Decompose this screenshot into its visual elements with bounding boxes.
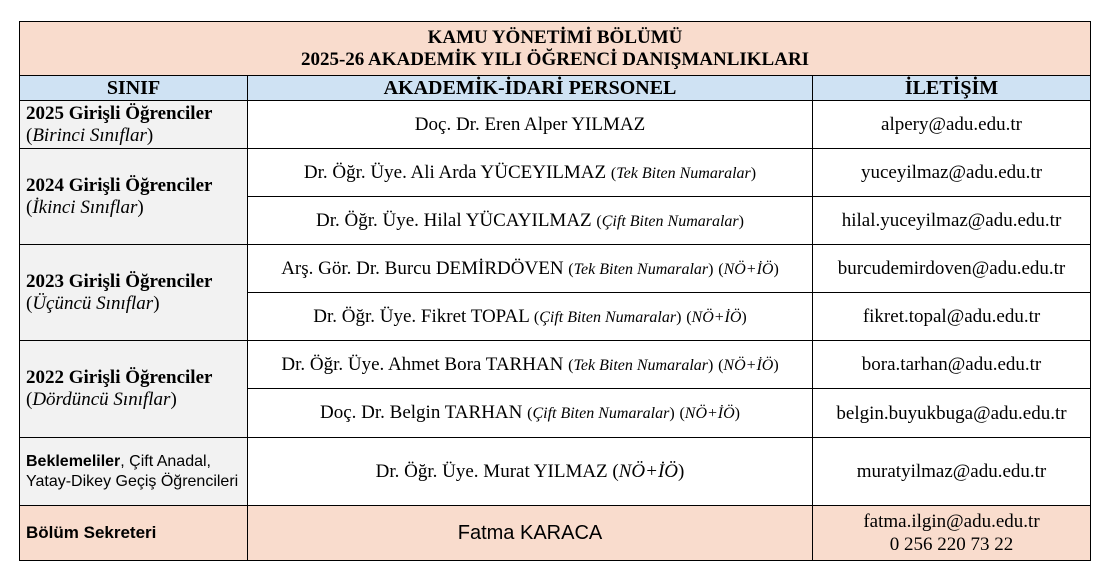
advisor-note: Tek Biten Numaralar: [573, 356, 709, 374]
title-line-1: KAMU YÖNETİMİ BÖLÜMÜ: [427, 26, 683, 48]
secretary-label: Bölüm Sekreteri: [20, 506, 248, 561]
advisor-name: Doç. Dr. Belgin TARHAN: [320, 402, 523, 423]
advisor-note: Çift Biten Numaralar: [601, 212, 739, 230]
column-header-row: [20, 76, 1091, 101]
advisor-email[interactable]: burcudemirdoven@adu.edu.tr: [813, 245, 1091, 293]
advisor-note: Tek Biten Numaralar: [616, 164, 751, 182]
class-cell-2024: 2024 Girişli Öğrenciler (İkinci Sınıflar): [20, 149, 248, 245]
advisor-email[interactable]: hilal.yuceyilmaz@adu.edu.tr: [813, 197, 1091, 245]
secretary-phone[interactable]: 0 256 220 73 22: [889, 534, 1014, 555]
table-row: [20, 245, 1091, 293]
advisor-email[interactable]: alpery@adu.edu.tr: [813, 101, 1091, 149]
class-title: 2022 Girişli Öğrenciler: [26, 367, 213, 388]
advisor-name: Dr. Öğr. Üye. Ali Arda YÜCEYILMAZ: [303, 161, 607, 183]
class-cell-2025: 2025 Girişli Öğrenciler (Birinci Sınıflar): [20, 101, 248, 149]
title-line-2: 2025-26 AKADEMİK YILI ÖĞRENCİ DANIŞMANLIKLARI: [300, 48, 810, 70]
table-row: [20, 101, 1091, 149]
column-header-contact: İLETİŞİM: [813, 76, 1091, 101]
class-cell-2023: 2023 Girişli Öğrenciler (Üçüncü Sınıflar): [20, 245, 248, 341]
table-row: [20, 438, 1091, 506]
advisor-cell: Dr. Öğr. Üye. Murat YILMAZ (NÖ+İÖ): [248, 438, 813, 506]
advisor-email[interactable]: muratyilmaz@adu.edu.tr: [813, 438, 1091, 506]
secretary-row: [20, 506, 1091, 561]
class-title: 2025 Girişli Öğrenciler: [26, 102, 213, 124]
advisor-cell: Dr. Öğr. Üye. Fikret TOPAL (Çift Biten Numaralar) (NÖ+İÖ): [248, 293, 813, 341]
advisor-email[interactable]: bora.tarhan@adu.edu.tr: [813, 341, 1091, 389]
advisor-name: Dr. Öğr. Üye. Murat YILMAZ: [375, 460, 608, 482]
advisor-name: Arş. Gör. Dr. Burcu DEMİRDÖVEN: [281, 257, 564, 279]
table-row: [20, 149, 1091, 197]
advisor-cell: Arş. Gör. Dr. Burcu DEMİRDÖVEN (Tek Biten Numaralar) (NÖ+İÖ): [248, 245, 813, 293]
advisor-extra: NÖ+İÖ: [684, 405, 735, 422]
class-title: 2023 Girişli Öğrenciler: [26, 270, 213, 292]
table-title: [20, 22, 1091, 76]
class-subtitle: Dördüncü Sınıflar: [32, 389, 171, 410]
advisor-name: Dr. Öğr. Üye. Ahmet Bora TARHAN: [281, 353, 564, 375]
advisor-email[interactable]: fikret.topal@adu.edu.tr: [813, 293, 1091, 341]
class-cell-waiting: [20, 438, 248, 506]
class-subtitle: Birinci Sınıflar: [32, 124, 147, 146]
advisor-cell: Dr. Öğr. Üye. Hilal YÜCAYILMAZ (Çift Biten Numaralar): [248, 197, 813, 245]
advisor-email[interactable]: belgin.buyukbuga@adu.edu.tr: [813, 389, 1091, 438]
advisor-note: Çift Biten Numaralar: [539, 308, 677, 326]
secretary-email[interactable]: fatma.ilgin@adu.edu.tr: [863, 511, 1040, 532]
column-header-staff: AKADEMİK-İDARİ PERSONEL: [248, 76, 813, 101]
secretary-name: Fatma KARACA: [248, 506, 813, 561]
advisor-email[interactable]: yuceyilmaz@adu.edu.tr: [813, 149, 1091, 197]
advisor-note: Tek Biten Numaralar: [573, 260, 709, 278]
class-subtitle: , Çift Anadal, Yatay-Dikey Geçiş Öğrencileri: [26, 452, 239, 490]
advisor-cell: Doç. Dr. Belgin TARHAN (Çift Biten Numaralar) (NÖ+İÖ): [248, 389, 813, 438]
advisor-name: Dr. Öğr. Üye. Hilal YÜCAYILMAZ: [316, 209, 592, 231]
class-subtitle: İkinci Sınıflar: [32, 196, 138, 218]
advisor-cell: [248, 101, 813, 149]
advisor-cell: Dr. Öğr. Üye. Ali Arda YÜCEYILMAZ (Tek Biten Numaralar): [248, 149, 813, 197]
advising-table: [19, 21, 1091, 561]
advisor-extra: NÖ+İÖ: [723, 260, 774, 278]
class-title: 2024 Girişli Öğrenciler: [26, 174, 213, 196]
advisor-cell: Dr. Öğr. Üye. Ahmet Bora TARHAN (Tek Biten Numaralar) (NÖ+İÖ): [248, 341, 813, 389]
advisor-extra: NÖ+İÖ: [691, 308, 742, 326]
advisor-extra: NÖ+İÖ: [618, 460, 679, 482]
class-subtitle: Üçüncü Sınıflar: [32, 292, 154, 314]
advisor-name: Doç. Dr. Eren Alper YILMAZ: [414, 113, 646, 135]
advisor-name: Dr. Öğr. Üye. Fikret TOPAL: [313, 305, 530, 327]
secretary-contact: [813, 506, 1091, 561]
class-cell-2022: 2022 Girişli Öğrenciler (Dördüncü Sınıflar): [20, 341, 248, 438]
column-header-class: SINIF: [20, 76, 248, 101]
advisor-note: Çift Biten Numaralar: [532, 405, 670, 422]
class-title: Beklemeliler: [26, 452, 121, 470]
advisor-extra: NÖ+İÖ: [723, 356, 774, 374]
table-row: [20, 341, 1091, 389]
